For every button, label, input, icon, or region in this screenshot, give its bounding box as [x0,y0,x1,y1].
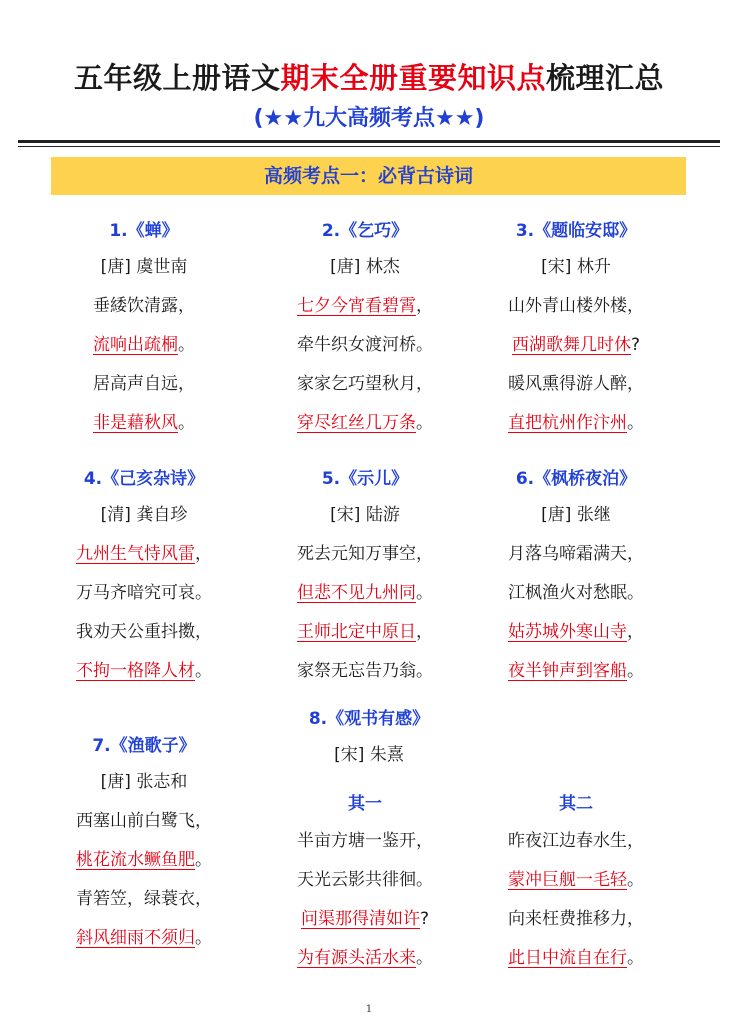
poem-line: 我劝天公重抖擞， [76,622,212,642]
header-rule-thin [18,146,720,147]
line-punctuation: 。 [416,583,433,603]
fill-in-answer: 蒙冲巨舰一毛轻 [508,870,627,890]
poem-line: 半亩方塘一鉴开， [297,831,433,851]
poem-subtitle: 其一 [348,794,382,814]
fill-in-answer: 此日中流自在行 [508,948,627,968]
poem-line [481,404,671,443]
poem-line: 青箬笠，绿蓑衣， [76,889,212,909]
poem-line: 居高声自远， [93,374,195,394]
poem-line: 山外青山楼外楼， [508,296,644,316]
poem-line: 垂緌饮清露， [93,296,195,316]
header-rule-thick [18,140,720,143]
line-punctuation: 。 [627,948,644,968]
poem-title: 8.《观书有感》 [308,709,430,729]
poem-line [270,613,460,652]
fill-in-answer: 桃花流水鳜鱼肥 [76,850,195,870]
poem-author: [宋] 朱熹 [334,745,404,765]
line-punctuation: ， [195,544,212,564]
title-part-highlight: 期末全册重要知识点 [280,61,546,95]
fill-in-answer: 不拘一格降人材 [76,661,195,681]
poem-line: 死去元知万事空， [297,544,433,564]
poem-title: 5.《示儿》 [321,469,409,489]
fill-in-answer: 流响出疏桐 [93,335,178,355]
poem-line [481,613,671,652]
poem-line [270,574,460,613]
poem-author: [唐] 张继 [541,505,611,525]
page-number: 1 [365,1004,373,1015]
poem-line [49,919,239,958]
fill-in-answer: 七夕今宵看碧霄 [297,296,416,316]
poem-line: 昨夜江边春水生， [508,831,644,851]
poem-8-part [270,786,460,978]
poem-line [270,404,460,443]
poem-line [481,861,671,900]
line-punctuation: ， [416,296,433,316]
section-banner: 高频考点一：必背古诗词 [51,157,686,195]
poem-line: 月落乌啼霜满天， [508,544,644,564]
fill-in-answer: 问渠那得清如许 [300,909,420,929]
fill-in-answer: 非是藉秋风 [93,413,178,433]
fill-in-answer: 但悲不见九州同 [297,583,416,603]
poem-title: 6.《枫桥夜泊》 [515,469,637,489]
fill-in-answer: 为有源头活水来 [297,948,416,968]
poem-line: 家家乞巧望秋月， [297,374,433,394]
page-subtitle: (★★九大高频考点★★) [253,106,485,131]
poem-line [481,326,671,365]
fill-in-answer: 直把杭州作汴州 [508,413,627,433]
line-punctuation: 。 [416,948,433,968]
poem-line [481,939,671,978]
poem-author: [宋] 陆游 [330,505,400,525]
line-punctuation: 。 [178,413,195,433]
poem-block [270,462,460,691]
line-punctuation: ， [627,622,644,642]
poem-title: 1.《蝉》 [109,221,179,241]
poem-line: 西塞山前白鹭飞， [76,811,212,831]
poem-subtitle: 其二 [559,794,593,814]
poem-line [49,326,239,365]
poem-author: [唐] 虞世南 [100,257,188,277]
line-punctuation: 。 [195,850,212,870]
line-punctuation: 。 [178,335,195,355]
fill-in-answer: 王师北定中原日 [297,622,416,642]
poem-author: [唐] 张志和 [100,772,188,792]
poem-line: 天光云影共徘徊。 [297,870,433,890]
line-punctuation: 。 [627,661,644,681]
line-punctuation: 。 [627,870,644,890]
fill-in-answer: 九州生气恃风雷 [76,544,195,564]
poem-line [270,900,460,939]
line-punctuation: 。 [195,928,212,948]
poem-8-part [481,786,671,978]
poem-line [49,535,239,574]
line-punctuation: ? [419,909,430,929]
poem-title: 4.《己亥杂诗》 [83,469,205,489]
poem-8-header [239,702,499,775]
line-punctuation: 。 [195,661,212,681]
poem-line [270,287,460,326]
poem-line: 向来枉费推移力， [508,909,644,929]
poem-line [481,652,671,691]
fill-in-answer: 姑苏城外寒山寺 [508,622,627,642]
poem-title: 2.《乞巧》 [321,221,409,241]
poem-block [49,214,239,443]
title-part-1: 五年级上册语文 [73,61,281,95]
poem-line: 万马齐喑究可哀。 [76,583,212,603]
fill-in-answer: 夜半钟声到客船 [508,661,627,681]
page-title [0,56,738,97]
line-punctuation: ? [630,335,641,355]
poem-line: 暖风熏得游人醉， [508,374,644,394]
line-punctuation: 。 [627,413,644,433]
poem-author: [宋] 林升 [541,257,611,277]
poem-title: 7.《渔歌子》 [92,736,196,756]
poem-line: 家祭无忘告乃翁。 [297,661,433,681]
poem-block [481,214,671,443]
poem-block [481,462,671,691]
line-punctuation: ， [416,622,433,642]
poem-line [49,404,239,443]
poem-block [49,729,239,958]
poem-author: [清] 龚自珍 [100,505,188,525]
poem-line: 牵牛织女渡河桥。 [297,335,433,355]
title-part-3: 梳理汇总 [546,61,665,95]
poem-line [49,652,239,691]
poem-block [270,214,460,443]
fill-in-answer: 西湖歌舞几时休 [511,335,631,355]
line-punctuation: 。 [416,413,433,433]
poem-title: 3.《题临安邸》 [515,221,637,241]
fill-in-answer: 穿尽红丝几万条 [297,413,416,433]
poem-line: 江枫渔火对愁眠。 [508,583,644,603]
poem-author: [唐] 林杰 [330,257,400,277]
poem-line [49,841,239,880]
poem-block [49,462,239,691]
poem-line [270,939,460,978]
fill-in-answer: 斜风细雨不须归 [76,928,195,948]
